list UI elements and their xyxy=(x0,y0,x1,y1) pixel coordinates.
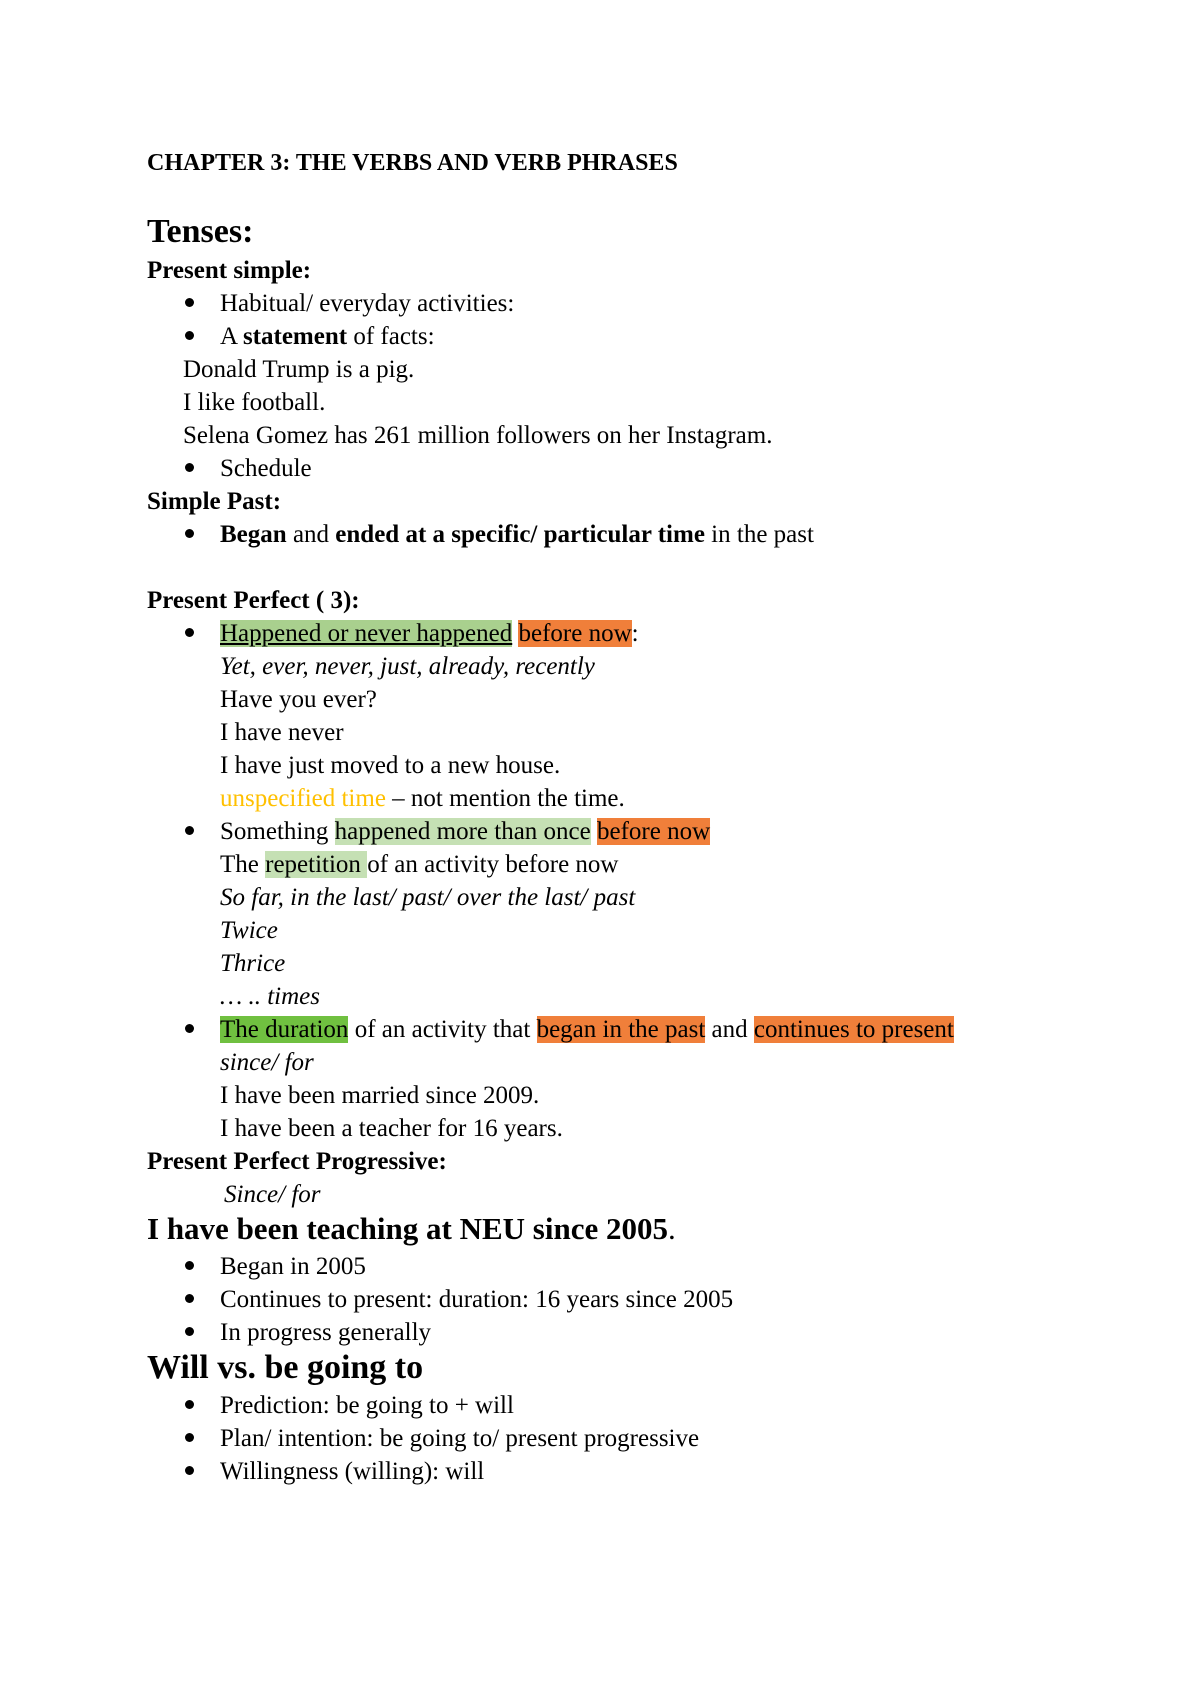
bullet-icon xyxy=(185,628,194,637)
chapter-title: CHAPTER 3: THE VERBS AND VERB PHRASES xyxy=(147,150,678,176)
text: A xyxy=(220,323,243,350)
present-perfect-line-5 xyxy=(220,848,618,881)
bullet-icon xyxy=(185,463,194,472)
text-bold: statement xyxy=(242,323,348,350)
progressive-example xyxy=(147,1210,676,1248)
bullet-icon xyxy=(185,826,194,835)
will-going-bullet-2: Plan/ intention: be going to/ present progressive xyxy=(220,1425,700,1452)
present-perfect-bullet-1 xyxy=(220,617,639,650)
present-simple-example-3: Selena Gomez has 261 million followers on her Instagram. xyxy=(183,422,773,449)
text-bold: I have been teaching at NEU since 2005 xyxy=(147,1211,668,1246)
highlight-orange: before now xyxy=(596,818,711,845)
text: of facts: xyxy=(347,323,435,350)
text: The xyxy=(220,851,266,878)
since-for-label: Since/ for xyxy=(224,1181,321,1208)
present-simple-bullet-3: Schedule xyxy=(220,455,312,482)
progressive-bullet-2: Continues to present: duration: 16 years since 2005 xyxy=(220,1286,734,1313)
bullet-icon xyxy=(185,1261,194,1270)
text-bold: Began xyxy=(220,521,287,548)
text: of an activity that xyxy=(348,1016,537,1043)
bullet-icon xyxy=(185,1466,194,1475)
highlight-orange: continues to present xyxy=(753,1016,954,1043)
present-simple-bullet-2 xyxy=(220,320,435,353)
bullet-icon xyxy=(185,1327,194,1336)
text: and xyxy=(705,1016,754,1043)
bullet-icon xyxy=(185,1294,194,1303)
present-perfect-line-4 xyxy=(220,782,625,815)
text: : xyxy=(631,620,639,647)
text: . xyxy=(667,1211,676,1246)
text: – not mention the time. xyxy=(385,785,625,812)
highlight-green: Happened or never happened xyxy=(220,620,513,647)
progressive-bullet-3: In progress generally xyxy=(220,1319,432,1346)
text: of an activity before now xyxy=(367,851,619,878)
present-perfect-line-11: I have been married since 2009. xyxy=(220,1082,540,1109)
present-perfect-line-6: So far, in the last/ past/ over the last/ past xyxy=(220,884,636,911)
highlight-green: happened more than once xyxy=(334,818,591,845)
present-perfect-line-12: I have been a teacher for 16 years. xyxy=(220,1115,563,1142)
bullet-icon xyxy=(185,1024,194,1033)
text: and xyxy=(286,521,336,548)
bullet-icon xyxy=(185,331,194,340)
present-perfect-line-10: since/ for xyxy=(220,1049,314,1076)
simple-past-bullet-1 xyxy=(220,518,814,551)
will-going-bullet-1: Prediction: be going to + will xyxy=(220,1392,514,1419)
will-going-bullet-3: Willingness (willing): will xyxy=(220,1458,485,1485)
present-perfect-heading: Present Perfect ( 3): xyxy=(147,587,360,614)
progressive-bullet-1: Began in 2005 xyxy=(220,1253,366,1280)
present-perfect-bullet-2 xyxy=(220,815,710,848)
bullet-icon xyxy=(185,298,194,307)
present-perfect-line-9: … .. times xyxy=(220,983,320,1010)
will-vs-going-heading: Will vs. be going to xyxy=(147,1349,424,1386)
present-simple-bullet-1: Habitual/ everyday activities: xyxy=(220,290,515,317)
text: in the past xyxy=(704,521,814,548)
highlight-orange: before now xyxy=(518,620,632,647)
bullet-icon xyxy=(185,1400,194,1409)
bullet-icon xyxy=(185,529,194,538)
present-simple-heading: Present simple: xyxy=(147,257,312,284)
bullet-icon xyxy=(185,1433,194,1442)
present-perfect-line-1: Have you ever? xyxy=(220,686,377,713)
text-gold: unspecified time xyxy=(220,785,386,812)
text: Something xyxy=(220,818,335,845)
highlight-green: repetition xyxy=(265,851,368,878)
present-perfect-line-3: I have just moved to a new house. xyxy=(220,752,561,779)
highlight-green: The duration xyxy=(220,1016,349,1043)
present-perfect-adverbs: Yet, ever, never, just, already, recently xyxy=(220,653,595,680)
present-simple-example-2: I like football. xyxy=(183,389,326,416)
text-bold: at a specific/ particular time xyxy=(405,521,705,548)
tenses-heading: Tenses: xyxy=(147,213,254,250)
text-bold: ended xyxy=(335,521,400,548)
present-perfect-line-8: Thrice xyxy=(220,950,286,977)
present-simple-example-1: Donald Trump is a pig. xyxy=(183,356,415,383)
simple-past-heading: Simple Past: xyxy=(147,488,282,515)
highlight-orange: began in the past xyxy=(536,1016,706,1043)
present-perfect-progressive-heading: Present Perfect Progressive: xyxy=(147,1148,447,1175)
present-perfect-line-2: I have never xyxy=(220,719,344,746)
present-perfect-bullet-3 xyxy=(220,1013,954,1046)
present-perfect-line-7: Twice xyxy=(220,917,278,944)
